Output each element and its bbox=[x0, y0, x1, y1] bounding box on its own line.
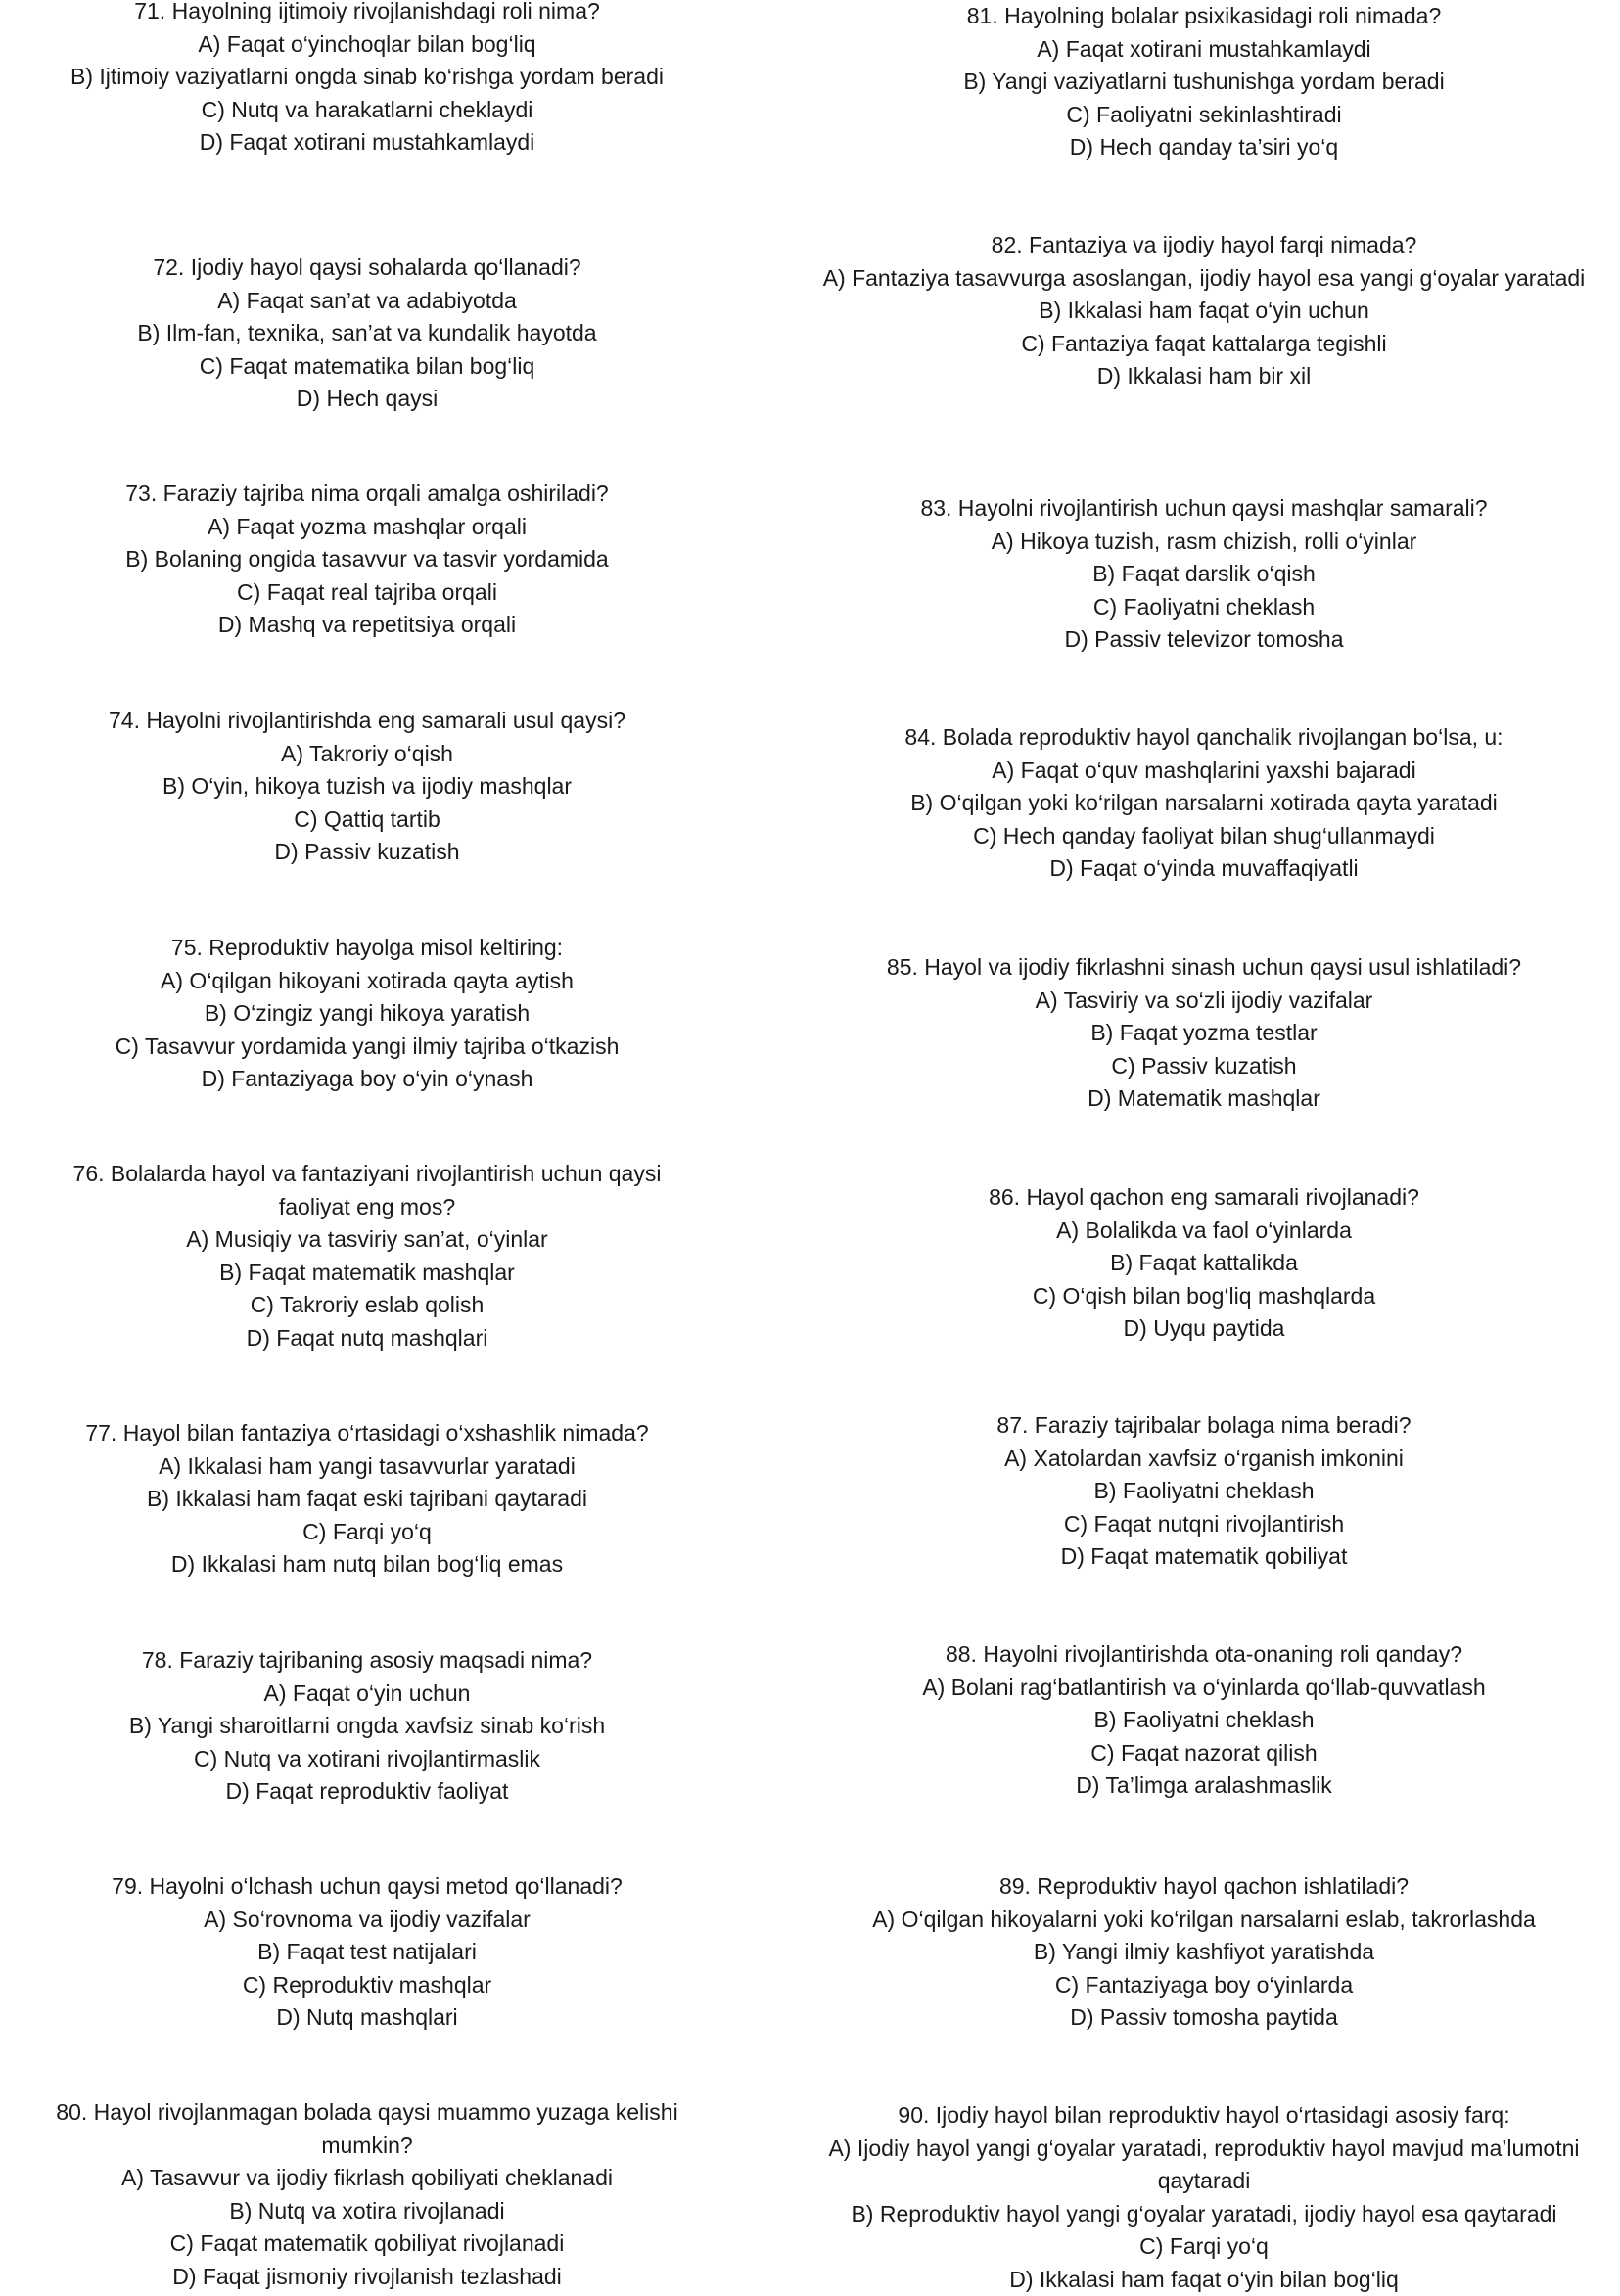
option-b: B) Faoliyatni cheklash bbox=[812, 1475, 1596, 1508]
option-d: D) Passiv tomosha paytida bbox=[812, 2001, 1596, 2035]
option-b: B) Reproduktiv hayol yangi g‘oyalar yaratadi, ijodiy hayol esa qaytaradi bbox=[812, 2198, 1596, 2231]
question-text: 78. Faraziy tajribaning asosiy maqsadi nima? bbox=[39, 1644, 695, 1677]
option-c: C) O‘qish bilan bog‘liq mashqlarda bbox=[812, 1280, 1596, 1313]
option-b: B) Ikkalasi ham faqat eski tajribani qaytaradi bbox=[39, 1483, 695, 1516]
option-b: B) Faqat darslik o‘qish bbox=[812, 558, 1596, 591]
option-d: D) Passiv kuzatish bbox=[39, 836, 695, 869]
question-block bbox=[812, 229, 1596, 393]
option-b: B) Ikkalasi ham faqat o‘yin uchun bbox=[812, 295, 1596, 328]
option-a: A) Tasviriy va so‘zli ijodiy vazifalar bbox=[812, 985, 1596, 1018]
question-text: 80. Hayol rivojlanmagan bolada qaysi muammo yuzaga kelishi mumkin? bbox=[39, 2096, 695, 2162]
option-d: D) Faqat matematik qobiliyat bbox=[812, 1540, 1596, 1574]
option-c: C) Faqat matematik qobiliyat rivojlanadi bbox=[39, 2227, 695, 2261]
option-a: A) Tasavvur va ijodiy fikrlash qobiliyati cheklanadi bbox=[39, 2162, 695, 2195]
option-d: D) Ikkalasi ham bir xil bbox=[812, 360, 1596, 393]
option-d: D) Ikkalasi ham faqat o‘yin bilan bog‘liq bbox=[812, 2264, 1596, 2296]
option-c: C) Faqat real tajriba orqali bbox=[39, 576, 695, 610]
question-text: 79. Hayolni o‘lchash uchun qaysi metod qo‘llanadi? bbox=[39, 1870, 695, 1904]
question-text: 75. Reproduktiv hayolga misol keltiring: bbox=[39, 932, 695, 965]
question-text: 86. Hayol qachon eng samarali rivojlanadi? bbox=[812, 1181, 1596, 1215]
question-block bbox=[39, 478, 695, 642]
question-block bbox=[812, 0, 1596, 164]
option-c: C) Farqi yo‘q bbox=[812, 2230, 1596, 2264]
option-b: B) Ijtimoiy vaziyatlarni ongda sinab ko‘rishga yordam beradi bbox=[39, 61, 695, 94]
option-a: A) Fantaziya tasavvurga asoslangan, ijodiy hayol esa yangi g‘oyalar yaratadi bbox=[812, 262, 1596, 296]
option-d: D) Faqat xotirani mustahkamlaydi bbox=[39, 126, 695, 160]
question-block bbox=[812, 951, 1596, 1116]
option-d: D) Fantaziyaga boy o‘yin o‘ynash bbox=[39, 1063, 695, 1096]
question-text: 82. Fantaziya va ijodiy hayol farqi nimada? bbox=[812, 229, 1596, 262]
option-a: A) Bolani rag‘batlantirish va o‘yinlarda qo‘llab-quvvatlash bbox=[812, 1672, 1596, 1705]
option-c: C) Faqat nutqni rivojlantirish bbox=[812, 1508, 1596, 1541]
question-text: 83. Hayolni rivojlantirish uchun qaysi mashqlar samarali? bbox=[812, 492, 1596, 526]
question-text: 77. Hayol bilan fantaziya o‘rtasidagi o‘xshashlik nimada? bbox=[39, 1417, 695, 1450]
option-b: B) O‘qilgan yoki ko‘rilgan narsalarni xotirada qayta yaratadi bbox=[812, 787, 1596, 820]
option-a: A) Faqat san’at va adabiyotda bbox=[39, 285, 695, 318]
option-a: A) O‘qilgan hikoyalarni yoki ko‘rilgan narsalarni eslab, takrorlashda bbox=[812, 1904, 1596, 1937]
option-d: D) Hech qaysi bbox=[39, 383, 695, 416]
question-block bbox=[39, 705, 695, 869]
question-text: 87. Faraziy tajribalar bolaga nima beradi? bbox=[812, 1409, 1596, 1443]
question-block bbox=[39, 0, 695, 160]
option-c: C) Fantaziyaga boy o‘yinlarda bbox=[812, 1969, 1596, 2002]
option-a: A) So‘rovnoma va ijodiy vazifalar bbox=[39, 1904, 695, 1937]
question-text: 85. Hayol va ijodiy fikrlashni sinash uchun qaysi usul ishlatiladi? bbox=[812, 951, 1596, 985]
question-block bbox=[39, 1870, 695, 2035]
question-block bbox=[812, 492, 1596, 657]
option-a: A) Faqat o‘quv mashqlarini yaxshi bajaradi bbox=[812, 755, 1596, 788]
question-block bbox=[39, 1644, 695, 1809]
option-b: B) Faqat test natijalari bbox=[39, 1936, 695, 1969]
question-block bbox=[812, 2099, 1596, 2296]
option-b: B) Ilm-fan, texnika, san’at va kundalik hayotda bbox=[39, 317, 695, 350]
option-d: D) Mashq va repetitsiya orqali bbox=[39, 609, 695, 642]
option-d: D) Uyqu paytida bbox=[812, 1312, 1596, 1346]
option-a: A) Ikkalasi ham yangi tasavvurlar yaratadi bbox=[39, 1450, 695, 1484]
question-block bbox=[39, 1417, 695, 1582]
question-text: 84. Bolada reproduktiv hayol qanchalik rivojlangan bo‘lsa, u: bbox=[812, 721, 1596, 755]
question-block bbox=[812, 1409, 1596, 1574]
question-text: 81. Hayolning bolalar psixikasidagi roli nimada? bbox=[812, 0, 1596, 33]
option-d: D) Matematik mashqlar bbox=[812, 1082, 1596, 1116]
option-a: A) O‘qilgan hikoyani xotirada qayta aytish bbox=[39, 965, 695, 998]
option-b: B) Faoliyatni cheklash bbox=[812, 1704, 1596, 1737]
question-block bbox=[39, 2096, 695, 2293]
question-text: 73. Faraziy tajriba nima orqali amalga oshiriladi? bbox=[39, 478, 695, 511]
left-column bbox=[39, 0, 695, 2290]
option-a: A) Faqat o‘yinchoqlar bilan bog‘liq bbox=[39, 28, 695, 62]
option-c: C) Nutq va xotirani rivojlantirmaslik bbox=[39, 1743, 695, 1776]
option-d: D) Ta’limga aralashmaslik bbox=[812, 1769, 1596, 1803]
option-c: C) Hech qanday faoliyat bilan shug‘ullanmaydi bbox=[812, 820, 1596, 853]
question-text: 72. Ijodiy hayol qaysi sohalarda qo‘llanadi? bbox=[39, 252, 695, 285]
question-block bbox=[39, 1158, 695, 1355]
option-d: D) Ikkalasi ham nutq bilan bog‘liq emas bbox=[39, 1548, 695, 1582]
option-c: C) Nutq va harakatlarni cheklaydi bbox=[39, 94, 695, 127]
option-b: B) O‘yin, hikoya tuzish va ijodiy mashqlar bbox=[39, 770, 695, 804]
option-b: B) Yangi ilmiy kashfiyot yaratishda bbox=[812, 1936, 1596, 1969]
option-d: D) Faqat reproduktiv faoliyat bbox=[39, 1775, 695, 1809]
option-c: C) Faqat matematika bilan bog‘liq bbox=[39, 350, 695, 384]
option-d: D) Faqat jismoniy rivojlanish tezlashadi bbox=[39, 2261, 695, 2294]
option-c: C) Qattiq tartib bbox=[39, 804, 695, 837]
option-a: A) Bolalikda va faol o‘yinlarda bbox=[812, 1215, 1596, 1248]
option-c: C) Faoliyatni cheklash bbox=[812, 591, 1596, 624]
question-text: 89. Reproduktiv hayol qachon ishlatiladi? bbox=[812, 1870, 1596, 1904]
option-b: B) Nutq va xotira rivojlanadi bbox=[39, 2195, 695, 2228]
option-b: B) Bolaning ongida tasavvur va tasvir yordamida bbox=[39, 543, 695, 576]
question-block bbox=[812, 721, 1596, 886]
option-a: A) Faqat yozma mashqlar orqali bbox=[39, 511, 695, 544]
question-block bbox=[812, 1638, 1596, 1803]
option-d: D) Hech qanday ta’siri yo‘q bbox=[812, 131, 1596, 164]
right-column bbox=[812, 0, 1596, 2290]
option-c: C) Tasavvur yordamida yangi ilmiy tajriba o‘tkazish bbox=[39, 1031, 695, 1064]
option-c: C) Fantaziya faqat kattalarga tegishli bbox=[812, 328, 1596, 361]
option-c: C) Takroriy eslab qolish bbox=[39, 1289, 695, 1322]
option-c: C) Passiv kuzatish bbox=[812, 1050, 1596, 1083]
option-c: C) Faqat nazorat qilish bbox=[812, 1737, 1596, 1770]
option-b: B) Yangi vaziyatlarni tushunishga yordam beradi bbox=[812, 66, 1596, 99]
option-b: B) Faqat yozma testlar bbox=[812, 1017, 1596, 1050]
option-c: C) Reproduktiv mashqlar bbox=[39, 1969, 695, 2002]
option-b: B) Faqat kattalikda bbox=[812, 1247, 1596, 1280]
option-b: B) O‘zingiz yangi hikoya yaratish bbox=[39, 997, 695, 1031]
option-b: B) Faqat matematik mashqlar bbox=[39, 1257, 695, 1290]
option-a: A) Takroriy o‘qish bbox=[39, 738, 695, 771]
option-a: A) Xatolardan xavfsiz o‘rganish imkonini bbox=[812, 1443, 1596, 1476]
option-c: C) Farqi yo‘q bbox=[39, 1516, 695, 1549]
option-d: D) Nutq mashqlari bbox=[39, 2001, 695, 2035]
question-block bbox=[39, 932, 695, 1096]
question-text: 76. Bolalarda hayol va fantaziyani rivojlantirish uchun qaysi faoliyat eng mos? bbox=[39, 1158, 695, 1223]
question-text: 71. Hayolning ijtimoiy rivojlanishdagi roli nima? bbox=[39, 0, 695, 28]
question-text: 74. Hayolni rivojlantirishda eng samarali usul qaysi? bbox=[39, 705, 695, 738]
option-d: D) Faqat o‘yinda muvaffaqiyatli bbox=[812, 852, 1596, 886]
option-a: A) Hikoya tuzish, rasm chizish, rolli o‘yinlar bbox=[812, 526, 1596, 559]
option-b: B) Yangi sharoitlarni ongda xavfsiz sinab ko‘rish bbox=[39, 1710, 695, 1743]
option-a: A) Faqat o‘yin uchun bbox=[39, 1677, 695, 1711]
question-text: 90. Ijodiy hayol bilan reproduktiv hayol o‘rtasidagi asosiy farq: bbox=[812, 2099, 1596, 2133]
question-text: 88. Hayolni rivojlantirishda ota-onaning roli qanday? bbox=[812, 1638, 1596, 1672]
option-a: A) Faqat xotirani mustahkamlaydi bbox=[812, 33, 1596, 67]
question-block bbox=[39, 252, 695, 416]
question-block bbox=[812, 1181, 1596, 1346]
option-a: A) Ijodiy hayol yangi g‘oyalar yaratadi, reproduktiv hayol mavjud ma’lumotni qaytaradi bbox=[812, 2133, 1596, 2198]
option-d: D) Faqat nutq mashqlari bbox=[39, 1322, 695, 1355]
option-d: D) Passiv televizor tomosha bbox=[812, 623, 1596, 657]
option-c: C) Faoliyatni sekinlashtiradi bbox=[812, 99, 1596, 132]
question-block bbox=[812, 1870, 1596, 2035]
option-a: A) Musiqiy va tasviriy san’at, o‘yinlar bbox=[39, 1223, 695, 1257]
